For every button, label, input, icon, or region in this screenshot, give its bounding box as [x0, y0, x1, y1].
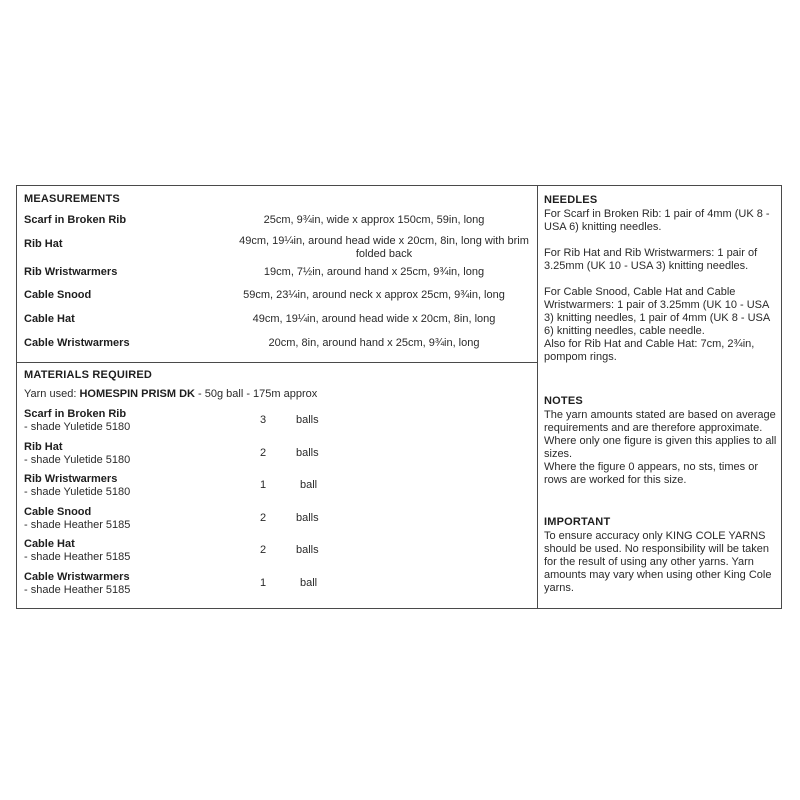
material-name: Rib Wristwarmers — [24, 473, 118, 485]
measurement-name: Rib Hat — [24, 238, 63, 250]
yarn-used-line — [24, 388, 317, 400]
measurement-name: Cable Hat — [24, 313, 75, 325]
material-shade: - shade Heather 5185 — [24, 519, 131, 531]
measurements-heading: MEASUREMENTS — [24, 193, 120, 205]
material-quantity: 2 — [260, 512, 267, 524]
notes-heading: NOTES — [544, 395, 583, 407]
material-unit: ball — [300, 577, 318, 589]
measurement-size: 49cm, 19¼in, around head wide x 20cm, 8in, long with brim folded back — [239, 235, 529, 260]
measurement-size: 49cm, 19¼in, around head wide x 20cm, 8in, long — [252, 313, 496, 325]
notes-paragraph: The yarn amounts stated are based on average requirements and are therefore approximate. — [544, 409, 776, 434]
important-paragraph: To ensure accuracy only KING COLE YARNS should be used. No responsibility will be taken for the result of using any other yarns. Yarn amounts may vary when using other King Cole yarns. — [544, 530, 772, 594]
important-heading: IMPORTANT — [544, 516, 611, 528]
material-quantity: 3 — [260, 414, 267, 426]
material-shade: - shade Yuletide 5180 — [24, 421, 131, 433]
material-item — [24, 441, 524, 471]
material-shade: - shade Heather 5185 — [24, 551, 131, 563]
material-name: Cable Hat — [24, 538, 75, 550]
measurement-name: Rib Wristwarmers — [24, 266, 118, 278]
measurement-row — [24, 313, 529, 333]
needles-text — [544, 208, 778, 364]
measurement-size: 25cm, 9¾in, wide x approx 150cm, 59in, long — [263, 214, 485, 226]
material-unit: balls — [296, 414, 319, 426]
needles-paragraph: For Rib Hat and Rib Wristwarmers: 1 pair of 3.25mm (UK 10 - USA 3) knitting needles. — [544, 247, 758, 272]
material-quantity: 1 — [260, 577, 267, 589]
material-name: Cable Wristwarmers — [24, 571, 130, 583]
materials-heading: MATERIALS REQUIRED — [24, 369, 153, 381]
measurement-row — [24, 235, 529, 260]
measurement-size: 20cm, 8in, around hand x 25cm, 9¾in, long — [268, 337, 480, 349]
measurement-name: Cable Wristwarmers — [24, 337, 130, 349]
material-shade: - shade Yuletide 5180 — [24, 486, 131, 498]
measurement-name: Cable Snood — [24, 289, 92, 301]
important-text — [544, 530, 778, 595]
section-divider — [17, 362, 538, 363]
measurement-row — [24, 337, 529, 357]
material-quantity: 2 — [260, 447, 267, 459]
yarn-name: HOMESPIN PRISM DK — [79, 388, 195, 400]
measurement-row — [24, 266, 529, 286]
material-item — [24, 571, 524, 601]
needles-paragraph: For Cable Snood, Cable Hat and Cable Wristwarmers: 1 pair of 3.25mm (UK 10 - USA 3) knitting needles, 1 pair of 4mm (UK 8 - USA 6) knitting needles, cable needle. — [544, 286, 770, 337]
notes-paragraph: Where only one figure is given this applies to all sizes. — [544, 435, 777, 460]
notes-paragraph: Where the figure 0 appears, no sts, times or rows are worked for this size. — [544, 461, 758, 486]
material-unit: ball — [300, 479, 318, 491]
measurement-row — [24, 289, 529, 309]
material-quantity: 1 — [260, 479, 267, 491]
material-unit: balls — [296, 544, 319, 556]
material-item — [24, 473, 524, 503]
material-name: Scarf in Broken Rib — [24, 408, 127, 420]
measurement-size: 19cm, 7½in, around hand x 25cm, 9¾in, long — [263, 266, 485, 278]
notes-text — [544, 409, 778, 487]
yarn-suffix: - 50g ball - 175m approx — [198, 388, 318, 400]
material-unit: balls — [296, 512, 319, 524]
measurement-size: 59cm, 23¼in, around neck x approx 25cm, 9¾in, long — [243, 289, 505, 301]
column-divider — [537, 186, 538, 608]
material-unit: balls — [296, 447, 319, 459]
material-item — [24, 538, 524, 568]
yarn-prefix: Yarn used: — [24, 388, 77, 400]
material-name: Rib Hat — [24, 441, 63, 453]
material-shade: - shade Heather 5185 — [24, 584, 131, 596]
measurement-row — [24, 214, 529, 234]
material-item — [24, 408, 524, 438]
material-shade: - shade Yuletide 5180 — [24, 454, 131, 466]
pattern-info-table — [16, 185, 782, 609]
needles-heading: NEEDLES — [544, 194, 598, 206]
material-name: Cable Snood — [24, 506, 92, 518]
measurement-name: Scarf in Broken Rib — [24, 214, 127, 226]
needles-paragraph: Also for Rib Hat and Cable Hat: 7cm, 2¾in, pompom rings. — [544, 338, 755, 363]
needles-paragraph: For Scarf in Broken Rib: 1 pair of 4mm (UK 8 - USA 6) knitting needles. — [544, 208, 770, 233]
material-quantity: 2 — [260, 544, 267, 556]
material-item — [24, 506, 524, 536]
